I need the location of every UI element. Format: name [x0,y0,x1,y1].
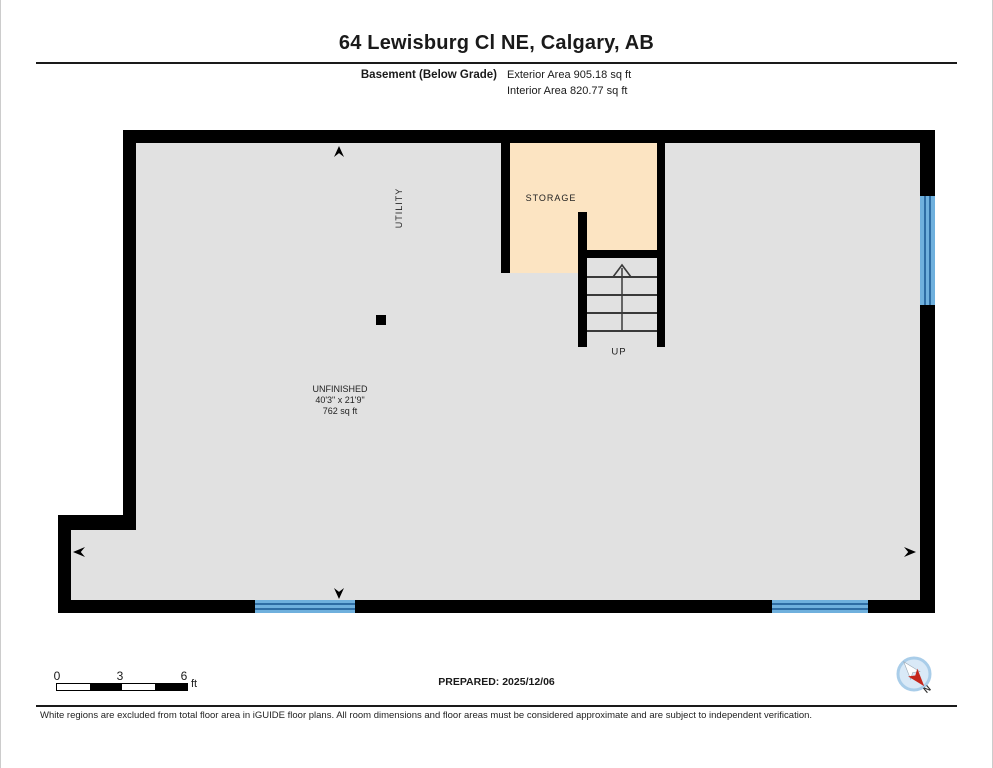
exterior-area: Exterior Area 905.18 sq ft [507,69,632,81]
storage-label: STORAGE [525,193,577,203]
unfinished-name: UNFINISHED [312,384,368,394]
window-pane-line [929,196,931,305]
stair-wall-top [578,250,665,258]
window-pane-line [772,608,868,610]
unfinished-area: 762 sq ft [322,406,358,416]
compass-icon [892,652,940,700]
wall-left-lower [58,515,71,613]
stair-wall-left [578,212,587,347]
floor-notch [71,530,136,600]
unfinished-dimensions: 40'3" x 21'9" [315,395,365,405]
up-label: UP [611,346,627,358]
page-title: 64 Lewisburg Cl NE, Calgary, AB [338,32,655,54]
wall-left-upper [123,130,136,530]
window-pane-line [924,196,926,305]
interior-area: Interior Area 820.77 sq ft [507,85,628,97]
unfinished-label [240,384,440,417]
wall-top [123,130,935,143]
footer-divider [36,705,957,707]
disclaimer-text: White regions are excluded from total floor area in iGUIDE floor plans. All room dimensions and floor areas must be considered approximate and are subject to independent verification. [40,710,813,721]
scale-tick-0: 0 [53,669,61,683]
window-pane-line [255,608,355,610]
floor-label: Basement (Below Grade) [360,69,497,81]
prepared-date: PREPARED: 2025/12/06 [438,676,555,688]
window-pane-line [255,603,355,605]
storage-wall-left [501,143,510,273]
window-bottom-left [255,600,355,613]
scale-tick-3: 3 [116,669,124,683]
support-post [376,315,386,325]
stair-direction-arrow-icon [587,258,657,347]
window-bottom-right [772,600,868,613]
window-pane-line [772,603,868,605]
compass-north-label: N [921,683,933,695]
utility-label: UTILITY [394,187,404,229]
storage-wall-right [657,143,665,347]
window-right [920,196,935,305]
scale-tick-6: 6 [180,669,188,683]
scale-unit: ft [191,678,198,690]
